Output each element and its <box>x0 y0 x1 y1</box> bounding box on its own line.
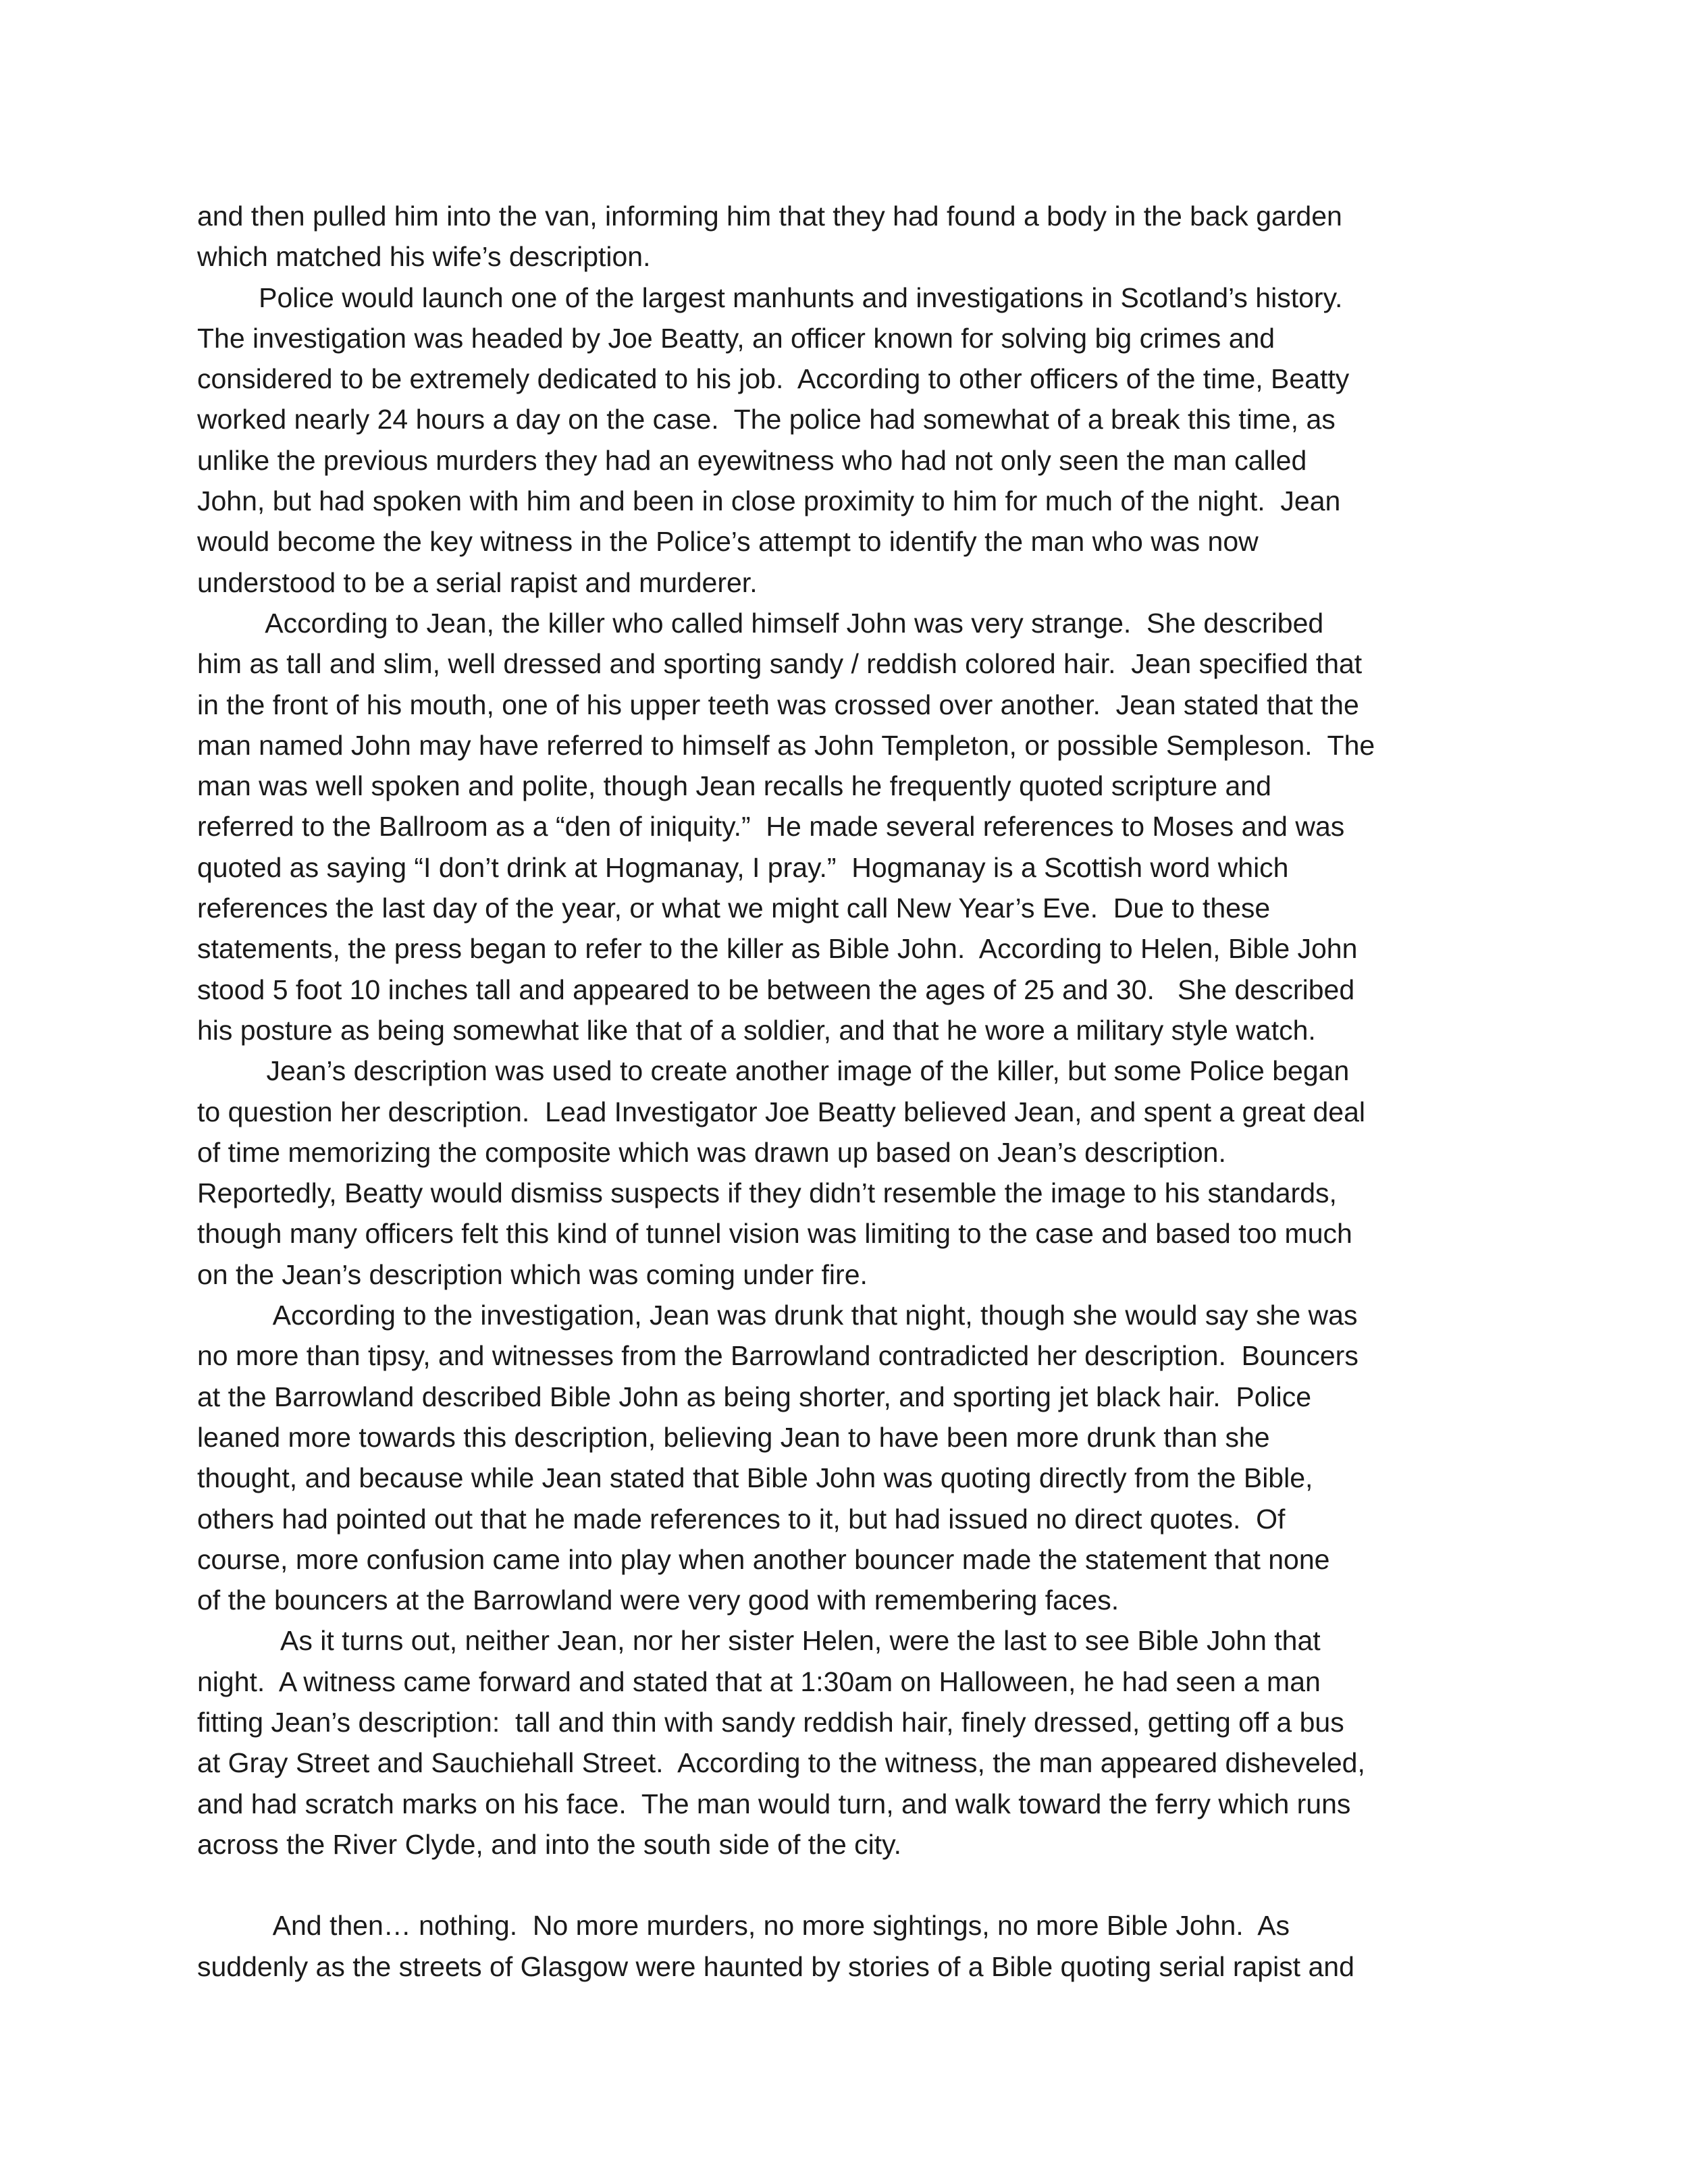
text-line: in the front of his mouth, one of his upper teeth was crossed over another. Jean stated that the <box>197 689 1359 720</box>
text-line: According to the investigation, Jean was drunk that night, though she would say she was <box>197 1300 1358 1331</box>
text-line: The investigation was headed by Joe Beatty, an officer known for solving big crimes and <box>197 322 1275 354</box>
body-text <box>197 196 1500 1987</box>
text-line: unlike the previous murders they had an eyewitness who had not only seen the man called <box>197 444 1307 476</box>
text-line: suddenly as the streets of Glasgow were haunted by stories of a Bible quoting serial rapist and <box>197 1950 1354 1982</box>
text-line: his posture as being somewhat like that of a soldier, and that he wore a military style watch. <box>197 1014 1316 1046</box>
text-line: leaned more towards this description, believing Jean to have been more drunk than she <box>197 1421 1270 1453</box>
text-line: Jean’s description was used to create another image of the killer, but some Police began <box>197 1055 1350 1087</box>
blank-line <box>197 1865 1500 1905</box>
text-line: And then… nothing. No more murders, no more sightings, no more Bible John. As <box>197 1910 1290 1942</box>
text-line: quoted as saying “I don’t drink at Hogmanay, I pray.” Hogmanay is a Scottish word which <box>197 851 1289 883</box>
text-line: night. A witness came forward and stated that at 1:30am on Halloween, he had seen a man <box>197 1666 1321 1697</box>
text-line: understood to be a serial rapist and murderer. <box>197 566 758 598</box>
text-line: him as tall and slim, well dressed and sporting sandy / reddish colored hair. Jean specified that <box>197 648 1363 680</box>
text-line: of the bouncers at the Barrowland were very good with remembering faces. <box>197 1584 1119 1616</box>
text-line: Reportedly, Beatty would dismiss suspects if they didn’t resemble the image to his standards, <box>197 1177 1337 1209</box>
text-line: at Gray Street and Sauchiehall Street. According to the witness, the man appeared disheveled, <box>197 1747 1365 1779</box>
text-line: referred to the Ballroom as a “den of iniquity.” He made several references to Moses and was <box>197 811 1345 843</box>
text-line: stood 5 foot 10 inches tall and appeared to be between the ages of 25 and 30. She described <box>197 974 1355 1005</box>
text-line: would become the key witness in the Police’s attempt to identify the man who was now <box>197 526 1259 558</box>
text-line: statements, the press began to refer to the killer as Bible John. According to Helen, Bible John <box>197 933 1358 965</box>
text-line: to question her description. Lead Investigator Joe Beatty believed Jean, and spent a great deal <box>197 1096 1365 1127</box>
text-line: worked nearly 24 hours a day on the case. The police had somewhat of a break this time, as <box>197 404 1336 435</box>
text-line: Police would launch one of the largest manhunts and investigations in Scotland’s history. <box>197 282 1343 313</box>
text-line: on the Jean’s description which was coming under fire. <box>197 1258 868 1290</box>
text-line: references the last day of the year, or what we might call New Year’s Eve. Due to these <box>197 893 1271 924</box>
text-line: thought, and because while Jean stated that Bible John was quoting directly from the Bible, <box>197 1462 1313 1494</box>
text-line: no more than tipsy, and witnesses from the Barrowland contradicted her description. Bouncers <box>197 1340 1359 1372</box>
text-line: across the River Clyde, and into the south side of the city. <box>197 1828 901 1860</box>
text-line: course, more confusion came into play when another bouncer made the statement that none <box>197 1543 1330 1575</box>
text-line: others had pointed out that he made references to it, but had issued no direct quotes. Of <box>197 1503 1286 1535</box>
text-line: and then pulled him into the van, informing him that they had found a body in the back garden <box>197 201 1342 232</box>
text-line: though many officers felt this kind of tunnel vision was limiting to the case and based too much <box>197 1218 1352 1250</box>
text-line: man named John may have referred to himself as John Templeton, or possible Sempleson. The <box>197 729 1375 761</box>
text-line: According to Jean, the killer who called himself John was very strange. She described <box>197 607 1324 639</box>
text-line: man was well spoken and polite, though Jean recalls he frequently quoted scripture and <box>197 770 1271 802</box>
text-line: at the Barrowland described Bible John as being shorter, and sporting jet black hair. Police <box>197 1381 1312 1412</box>
text-line: considered to be extremely dedicated to his job. According to other officers of the time, Beatty <box>197 363 1350 395</box>
text-line: of time memorizing the composite which was drawn up based on Jean’s description. <box>197 1136 1226 1168</box>
text-line: and had scratch marks on his face. The man would turn, and walk toward the ferry which runs <box>197 1788 1351 1819</box>
text-line: which matched his wife’s description. <box>197 241 651 273</box>
text-line: As it turns out, neither Jean, nor her sister Helen, were the last to see Bible John that <box>197 1625 1321 1657</box>
text-line: John, but had spoken with him and been in close proximity to him for much of the night. Jean <box>197 485 1341 517</box>
text-line: fitting Jean’s description: tall and thin with sandy reddish hair, finely dressed, getting off a bus <box>197 1706 1344 1738</box>
